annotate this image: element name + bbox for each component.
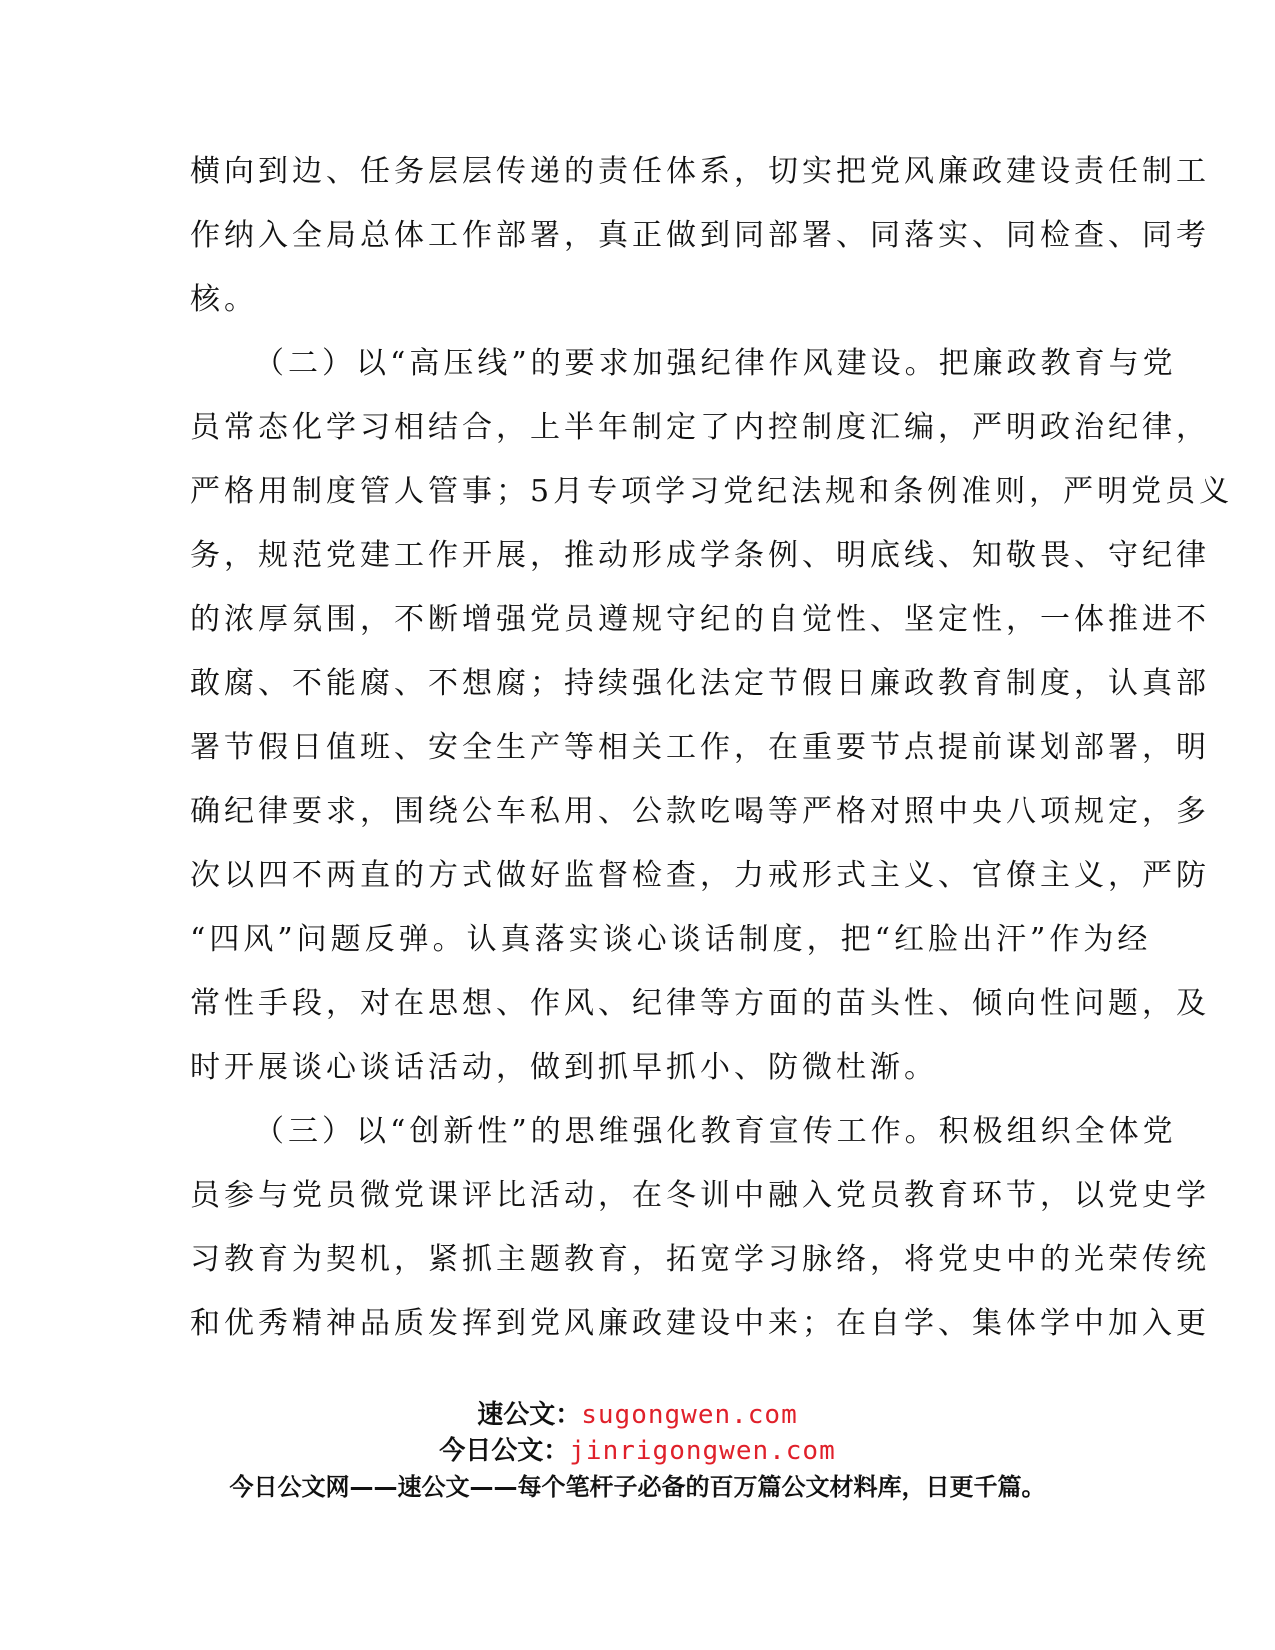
text-line: 作纳入全局总体工作部署，真正做到同部署、同落实、同检查、同考 <box>190 218 1210 253</box>
text-line: 时开展谈心谈话活动，做到抓早抓小、防微杜渐。 <box>190 1050 938 1085</box>
footer-slogan: 今日公文网——速公文——每个笔杆子必备的百万篇公文材料库，日更千篇。 <box>229 1473 1046 1501</box>
text-line: 和优秀精神品质发挥到党风廉政建设中来；在自学、集体学中加入更 <box>190 1306 1210 1341</box>
footer-line-1 <box>0 1397 1275 1433</box>
text-line: 次以四不两直的方式做好监督检查，力戒形式主义、官僚主义，严防 <box>190 858 1210 893</box>
text-line: 横向到边、任务层层传递的责任体系，切实把党风廉政建设责任制工 <box>190 154 1210 189</box>
text-line: 常性手段，对在思想、作风、纪律等方面的苗头性、倾向性问题，及 <box>190 986 1210 1021</box>
text-line: 确纪律要求，围绕公车私用、公款吃喝等严格对照中央八项规定，多 <box>190 794 1210 829</box>
text-line: （三）以“创新性”的思维强化教育宣传工作。积极组织全体党 <box>254 1114 1177 1149</box>
watermark-footer <box>0 1397 1275 1505</box>
footer-link-jinrigongwen[interactable]: jinrigongwen.com <box>569 1436 836 1466</box>
footer-link-sugongwen[interactable]: sugongwen.com <box>581 1400 798 1430</box>
text-line: 敢腐、不能腐、不想腐；持续强化法定节假日廉政教育制度，认真部 <box>190 666 1210 701</box>
text-line: 务，规范党建工作开展，推动形成学条例、明底线、知敬畏、守纪律 <box>190 538 1210 573</box>
footer-label-sugongwen: 速公文： <box>477 1400 582 1430</box>
text-line: 员参与党员微党课评比活动，在冬训中融入党员教育环节，以党史学 <box>190 1178 1210 1213</box>
text-line: 的浓厚氛围，不断增强党员遵规守纪的自觉性、坚定性，一体推进不 <box>190 602 1210 637</box>
footer-line-2 <box>0 1433 1275 1469</box>
text-line: 习教育为契机，紧抓主题教育，拓宽学习脉络，将党史中的光荣传统 <box>190 1242 1210 1277</box>
text-line: （二）以“高压线”的要求加强纪律作风建设。把廉政教育与党 <box>254 346 1177 381</box>
text-line: 核。 <box>190 282 258 317</box>
text-line: 严格用制度管人管事；5月专项学习党纪法规和条例准则，严明党员义 <box>190 474 1234 509</box>
text-line: 署节假日值班、安全生产等相关工作，在重要节点提前谋划部署，明 <box>190 730 1210 765</box>
footer-label-jinrigongwen: 今日公文： <box>439 1436 570 1466</box>
text-line: “四风”问题反弹。认真落实谈心谈话制度，把“红脸出汗”作为经 <box>190 922 1152 957</box>
document-body <box>190 140 1234 1356</box>
text-line: 员常态化学习相结合，上半年制定了内控制度汇编，严明政治纪律， <box>190 410 1210 445</box>
